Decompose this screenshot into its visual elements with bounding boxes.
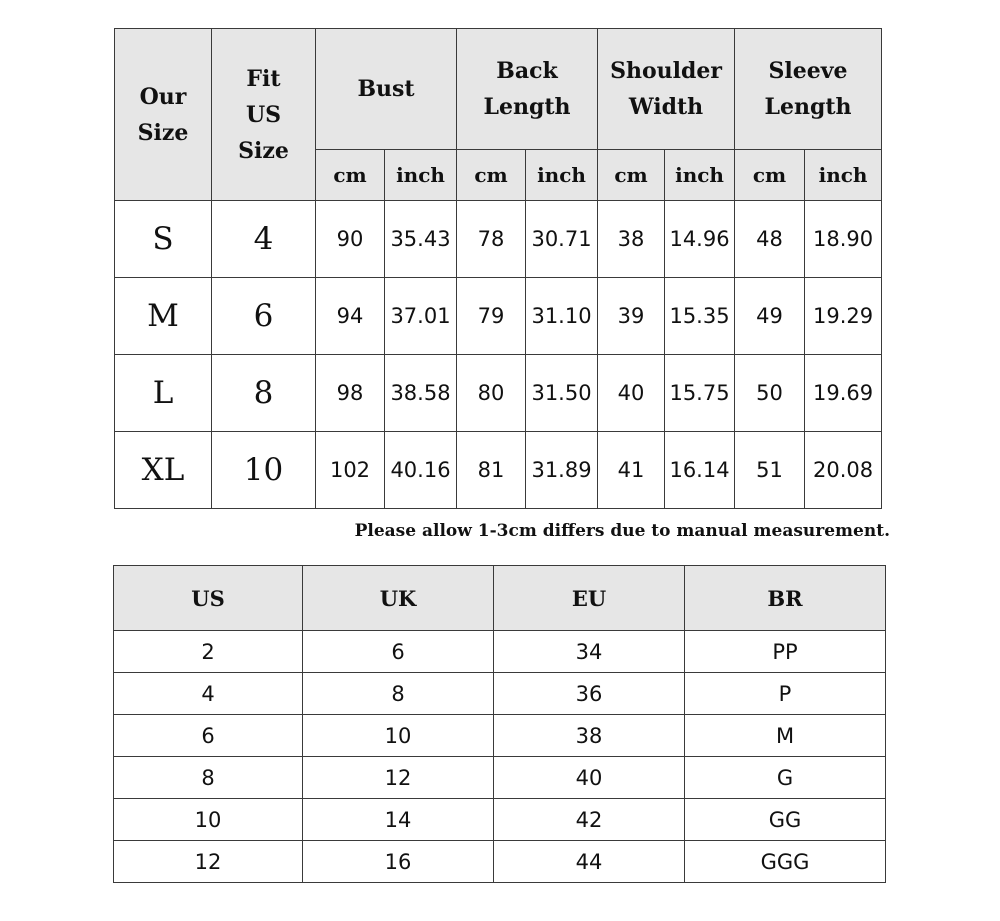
- header-us: US: [114, 566, 303, 631]
- conversion-row: [114, 757, 886, 799]
- measurement-cell: 39: [598, 278, 665, 355]
- conversion-row: [114, 841, 886, 883]
- size-row: [115, 201, 882, 278]
- measurement-cell: 79: [457, 278, 526, 355]
- measurement-cell: 14.96: [665, 201, 735, 278]
- measurement-cell: 38.58: [385, 355, 457, 432]
- measurement-cell: 19.29: [805, 278, 882, 355]
- size-row: [115, 278, 882, 355]
- size-conversion-table: [113, 565, 886, 883]
- unit-header: inch: [665, 150, 735, 201]
- conversion-cell: 10: [114, 799, 303, 841]
- header-uk: UK: [303, 566, 494, 631]
- us-size-cell: 4: [212, 201, 316, 278]
- size-row: [115, 355, 882, 432]
- header-sleeve-length: Sleeve Length: [735, 29, 882, 150]
- header-back-length: Back Length: [457, 29, 598, 150]
- conversion-cell: P: [685, 673, 886, 715]
- conversion-cell: PP: [685, 631, 886, 673]
- us-size-cell: 8: [212, 355, 316, 432]
- our-size-cell: S: [115, 201, 212, 278]
- conversion-cell: 6: [114, 715, 303, 757]
- measurement-cell: 31.89: [526, 432, 598, 509]
- conversion-cell: G: [685, 757, 886, 799]
- conversion-cell: 12: [114, 841, 303, 883]
- header-br: BR: [685, 566, 886, 631]
- size-row: [115, 432, 882, 509]
- our-size-cell: M: [115, 278, 212, 355]
- measurement-cell: 31.10: [526, 278, 598, 355]
- measurement-cell: 40.16: [385, 432, 457, 509]
- conversion-cell: 8: [303, 673, 494, 715]
- unit-header: inch: [385, 150, 457, 201]
- measurement-cell: 19.69: [805, 355, 882, 432]
- measurement-cell: 41: [598, 432, 665, 509]
- conversion-cell: 4: [114, 673, 303, 715]
- conversion-cell: 40: [494, 757, 685, 799]
- measurement-cell: 50: [735, 355, 805, 432]
- conversion-row: [114, 631, 886, 673]
- conversion-row: [114, 673, 886, 715]
- unit-header: cm: [598, 150, 665, 201]
- conversion-cell: 10: [303, 715, 494, 757]
- header-our-size: Our Size: [115, 29, 212, 201]
- measurement-cell: 40: [598, 355, 665, 432]
- measurement-cell: 16.14: [665, 432, 735, 509]
- unit-header: inch: [805, 150, 882, 201]
- measurement-cell: 38: [598, 201, 665, 278]
- measurement-cell: 49: [735, 278, 805, 355]
- conversion-cell: GG: [685, 799, 886, 841]
- our-size-cell: XL: [115, 432, 212, 509]
- measurement-cell: 94: [316, 278, 385, 355]
- conversion-cell: 34: [494, 631, 685, 673]
- measurement-cell: 81: [457, 432, 526, 509]
- conversion-cell: 16: [303, 841, 494, 883]
- measurement-cell: 80: [457, 355, 526, 432]
- measurement-cell: 31.50: [526, 355, 598, 432]
- conversion-cell: GGG: [685, 841, 886, 883]
- measurement-cell: 37.01: [385, 278, 457, 355]
- conversion-cell: 6: [303, 631, 494, 673]
- measurement-cell: 102: [316, 432, 385, 509]
- conversion-cell: 36: [494, 673, 685, 715]
- conversion-cell: 12: [303, 757, 494, 799]
- unit-header: inch: [526, 150, 598, 201]
- measurement-cell: 18.90: [805, 201, 882, 278]
- our-size-cell: L: [115, 355, 212, 432]
- header-bust: Bust: [316, 29, 457, 150]
- measurement-note: Please allow 1-3cm differs due to manual measurement.: [354, 521, 890, 541]
- conversion-cell: 14: [303, 799, 494, 841]
- unit-header: cm: [316, 150, 385, 201]
- header-shoulder-width: Shoulder Width: [598, 29, 735, 150]
- measurement-cell: 35.43: [385, 201, 457, 278]
- measurement-cell: 78: [457, 201, 526, 278]
- measurement-cell: 15.75: [665, 355, 735, 432]
- conversion-row: [114, 799, 886, 841]
- size-chart-table: [114, 28, 882, 509]
- measurement-cell: 98: [316, 355, 385, 432]
- measurement-cell: 15.35: [665, 278, 735, 355]
- header-eu: EU: [494, 566, 685, 631]
- unit-header: cm: [735, 150, 805, 201]
- measurement-cell: 51: [735, 432, 805, 509]
- conversion-cell: 8: [114, 757, 303, 799]
- header-fit-us-size: Fit US Size: [212, 29, 316, 201]
- measurement-cell: 20.08: [805, 432, 882, 509]
- measurement-cell: 90: [316, 201, 385, 278]
- unit-header: cm: [457, 150, 526, 201]
- conversion-row: [114, 715, 886, 757]
- us-size-cell: 10: [212, 432, 316, 509]
- measurement-cell: 48: [735, 201, 805, 278]
- measurement-cell: 30.71: [526, 201, 598, 278]
- conversion-cell: 38: [494, 715, 685, 757]
- conversion-cell: 42: [494, 799, 685, 841]
- conversion-cell: 44: [494, 841, 685, 883]
- conversion-cell: 2: [114, 631, 303, 673]
- us-size-cell: 6: [212, 278, 316, 355]
- conversion-cell: M: [685, 715, 886, 757]
